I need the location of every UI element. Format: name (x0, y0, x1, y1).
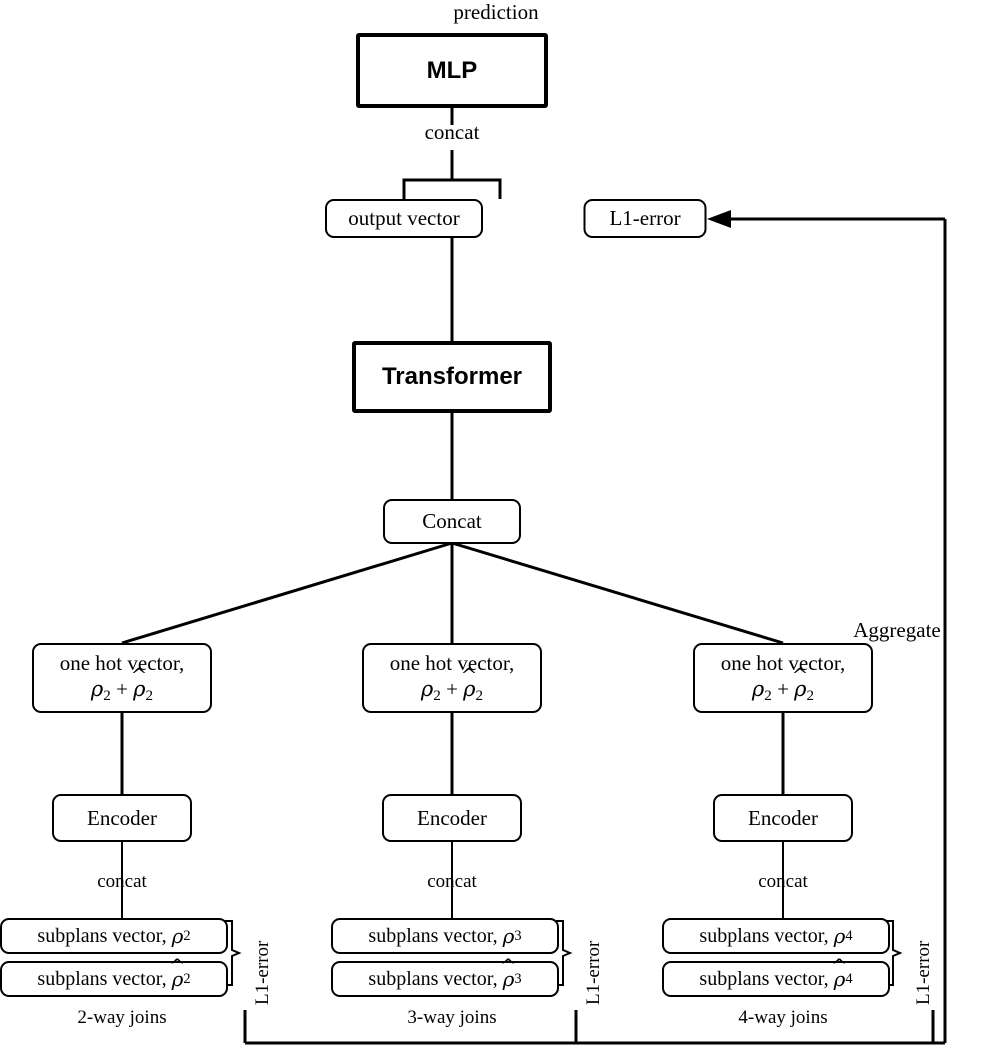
column-caption-1: 2-way joins (77, 1007, 167, 1028)
one-hot-vector-label-1: one hot vector, (59, 650, 185, 675)
concat-top-label: concat (424, 120, 480, 144)
l1-error-side-label-3: L1-error (913, 940, 934, 1005)
l1-error-side-label-2: L1-error (583, 940, 604, 1005)
prediction-label: prediction (453, 0, 539, 24)
subplans-vector-node-1b: subplans vector, ^ ρ 2 (0, 961, 228, 997)
one-hot-vector-formula-2: $\rho_2$ + ^ $\rho_2$ (421, 677, 483, 706)
subplans-vector-label-3b: subplans vector, (699, 967, 829, 990)
l1-error-side-label-1: L1-error (252, 940, 273, 1005)
column-caption-2: 3-way joins (407, 1007, 497, 1028)
concat-label-1: concat (97, 871, 147, 892)
subplans-vector-label-1a: subplans vector, (37, 924, 167, 947)
concat-label-3: concat (758, 871, 808, 892)
concat-node: Concat (383, 499, 521, 544)
one-hot-vector-label-2: one hot vector, (389, 650, 515, 675)
one-hot-vector-formula-3: $\rho_2$ + ^ $\rho_2$ (752, 677, 814, 706)
subplans-vector-node-3b: subplans vector, ^ ρ 4 (662, 961, 890, 997)
transformer-node: Transformer (352, 341, 552, 413)
subplans-vector-label-3a: subplans vector, (699, 924, 829, 947)
one-hot-vector-label-3: one hot vector, (720, 650, 846, 675)
subplans-vector-node-2b: subplans vector, ^ ρ 3 (331, 961, 559, 997)
one-hot-vector-node-2 (362, 643, 542, 713)
one-hot-vector-node-1 (32, 643, 212, 713)
aggregate-label: Aggregate (853, 618, 941, 642)
output-vector-node: output vector (325, 199, 483, 238)
mlp-node: MLP (356, 33, 548, 108)
subplans-vector-label-2a: subplans vector, (368, 924, 498, 947)
l1-error-top-node: L1-error (584, 199, 707, 238)
subplans-vector-label-1b: subplans vector, (37, 967, 167, 990)
encoder-node-2: Encoder (382, 794, 522, 842)
subplans-vector-node-2a: subplans vector, ρ 3 (331, 918, 559, 954)
concat-label-2: concat (427, 871, 477, 892)
subplans-vector-label-2b: subplans vector, (368, 967, 498, 990)
one-hot-vector-node-3 (693, 643, 873, 713)
encoder-node-1: Encoder (52, 794, 192, 842)
column-caption-3: 4-way joins (738, 1007, 828, 1028)
one-hot-vector-formula-1: $\rho_2$ + ^ $\rho_2$ (91, 677, 153, 706)
subplans-vector-node-1a: subplans vector, ρ 2 (0, 918, 228, 954)
encoder-node-3: Encoder (713, 794, 853, 842)
subplans-vector-node-3a: subplans vector, ρ 4 (662, 918, 890, 954)
